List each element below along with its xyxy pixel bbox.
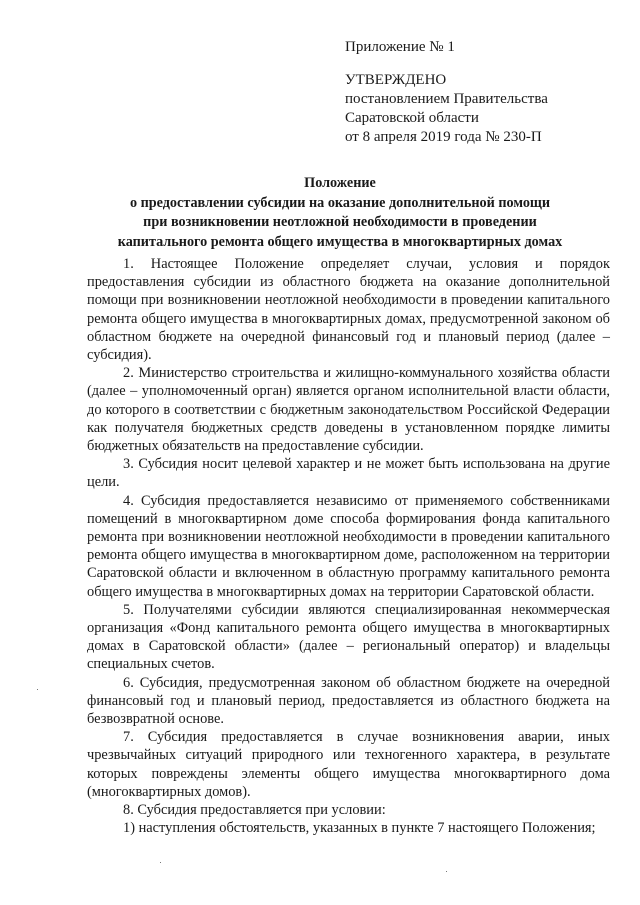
paragraph-6: 6. Субсидия, предусмотренная законом об областном бюджете на очередной финансовый год и плановый период, предоставляется из областного бюджета на безвозвратной основе. xyxy=(87,674,610,728)
appendix-label: Приложение № 1 xyxy=(345,39,455,55)
paragraph-8: 8. Субсидия предоставляется при условии: xyxy=(123,802,386,819)
approval-header xyxy=(345,38,625,147)
approval-line-1: постановлением Правительства xyxy=(345,91,548,107)
paragraph-1: 1. Настоящее Положение определяет случаи, условия и порядок предоставления субсидии из областного бюджета на оказание дополнительной помощи при возникновении неотложной необходимости в проведении капитального ремонта общего имущества в многоквартирных домах, предусмотренной законом об областном бюджете на очередной финансовый год и плановый период (далее – субсидия). xyxy=(87,256,610,364)
title-line-1: Положение xyxy=(304,175,376,191)
approval-line-3: от 8 апреля 2019 года № 230-П xyxy=(345,129,542,145)
approved-label: УТВЕРЖДЕНО xyxy=(345,72,447,88)
paragraph-5: 5. Получателями субсидии являются специализированная некоммерческая организация «Фонд капитального ремонта общего имущества в многоквартирных домах в Саратовской области» (далее – региональный оператор) и владельцы специальных счетов. xyxy=(87,601,610,673)
title-line-4: капитального ремонта общего имущества в многоквартирных домах xyxy=(117,233,563,250)
title-line-3: при возникновении неотложной необходимости в проведении xyxy=(143,214,537,230)
scan-speck xyxy=(160,862,161,863)
document-title xyxy=(80,174,600,252)
document-body xyxy=(87,255,610,838)
paragraph-7: 7. Субсидия предоставляется в случае возникновения аварии, иных чрезвычайных ситуаций природного или техногенного характера, в результате которых повреждены элементы общего имущества многоквартирного дома (многоквартирных домов). xyxy=(87,729,610,800)
paragraph-8-item-1: 1) наступления обстоятельств, указанных в пункте 7 настоящего Положения; xyxy=(123,820,596,837)
title-line-2: о предоставлении субсидии на оказание дополнительной помощи xyxy=(129,194,551,211)
paragraph-4: 4. Субсидия предоставляется независимо от применяемого собственниками помещений в многоквартирном доме способа формирования фонда капитального ремонта при возникновении неотложной необходимости в проведении капитального ремонта общего имущества в многоквартирном доме, расположенном на территории Саратовской области и включенном в областную программу капитального ремонта общего имущества в многоквартирных домах на территории Саратовской области. xyxy=(87,492,610,600)
approval-line-2: Саратовской области xyxy=(345,110,479,126)
scan-speck xyxy=(37,689,38,690)
paragraph-3: 3. Субсидия носит целевой характер и не может быть использована на другие цели. xyxy=(87,456,610,491)
paragraph-2: 2. Министерство строительства и жилищно-коммунального хозяйства области (далее – уполномоченный орган) является органом исполнительной власти области, до которого в соответствии с бюджетным законодательством Российской Федерации как получателя бюджетных средств доведены в установленном порядке лимиты бюджетных обязательств на предоставление субсидии. xyxy=(87,365,610,455)
scan-speck xyxy=(446,871,447,872)
